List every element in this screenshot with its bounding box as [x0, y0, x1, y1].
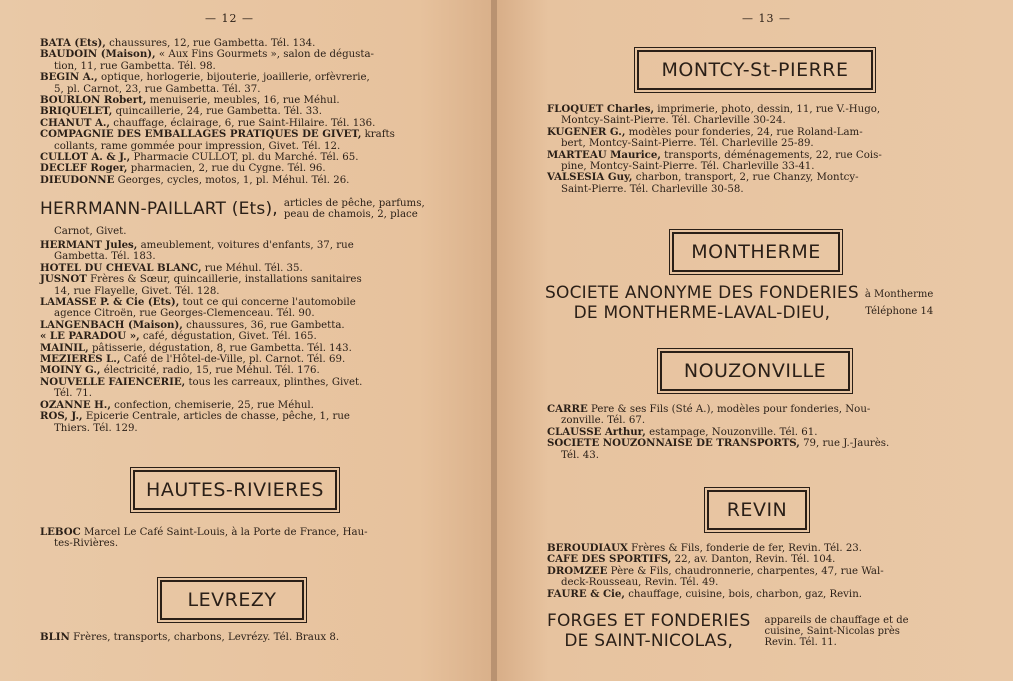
entry-continuation: 5, pl. Carnot, 23, rue Gambetta. Tél. 37. [54, 83, 261, 95]
entry-continuation: agence Citroën, rue Georges-Clemenceau. Tél. 90. [54, 308, 315, 320]
directory-entry [40, 49, 465, 72]
sa-fonderies-line2: DE MONTHERME-LAVAL-DIEU, [573, 303, 831, 323]
section-montcy-st-pierre: MONTCY-St-PIERRE [637, 50, 873, 90]
sa-fonderies-side [865, 289, 933, 317]
entry-text: Marcel Le Café Saint-Louis, à la Porte de France, Hau- [83, 527, 368, 538]
entry-name: DECLEF Roger, [40, 162, 128, 175]
entry-name: BRIQUELET, [40, 105, 113, 118]
entry-name: SOCIETE NOUZONNAISE DE TRANSPORTS, [547, 437, 800, 450]
section-levrezy: LEVREZY [160, 580, 304, 620]
entry-text: Père & Fils, chaudronnerie, charpentes, 47, rue Wal- [610, 565, 884, 577]
entry-name: BOURLON Robert, [40, 94, 147, 107]
entry-continuation: bert, Montcy-Saint-Pierre. Tél. Charleville 25-89. [561, 138, 814, 150]
directory-entry [40, 175, 465, 186]
directory-entry [547, 554, 972, 565]
directory-entry [40, 400, 465, 411]
entry-name: JUSNOT [40, 273, 87, 286]
directory-entry [40, 411, 465, 434]
entry-text: « Aux Fins Gourmets », salon de dégusta- [158, 49, 375, 61]
entry-name: « LE PARADOU », [40, 330, 140, 343]
entry-name: BAUDOIN (Maison), [40, 48, 156, 61]
directory-entry [547, 404, 972, 427]
entry-name: BLIN [40, 631, 70, 643]
entry-text: Frères & Sœur, quincaillerie, installations sanitaires [90, 274, 362, 286]
entry-text: confection, chemiserie, 25, rue Méhul. [114, 399, 314, 411]
forges-side2: cuisine, Saint-Nicolas près [764, 625, 900, 637]
section-nouzonville: NOUZONVILLE [660, 351, 850, 391]
directory-entry [547, 589, 972, 600]
entry-name: CARRE [547, 403, 588, 415]
entry-name: BEGIN A., [40, 71, 98, 84]
directory-entry [40, 297, 465, 320]
directory-entry [547, 127, 972, 150]
entry-name: BATA (Ets), [40, 37, 106, 49]
sa-fonderies-side2: Téléphone 14 [865, 306, 934, 317]
entry-forges-saint-nicolas [547, 611, 977, 651]
entry-text: chaussures, 12, rue Gambetta. Tél. 134. [109, 38, 316, 49]
entry-name: HOTEL DU CHEVAL BLANC, [40, 261, 202, 274]
entry-continuation: tes-Rivières. [54, 538, 119, 550]
entry-name: BEROUDIAUX [547, 542, 628, 554]
herrmann-cont: Carnot, Givet. [54, 226, 127, 237]
forges-side3: Revin. Tél. 11. [764, 636, 837, 648]
entry-name: NOUVELLE FAIENCERIE, [40, 375, 186, 388]
entry-text: Epicerie Centrale, articles de chasse, pêche, 1, rue [85, 411, 350, 423]
entry-continuation: Tél. 71. [54, 388, 92, 400]
entry-text: chauffage, cuisine, bois, charbon, gaz, Revin. [628, 588, 862, 600]
entry-sa-fonderies-montherme [545, 283, 975, 323]
entry-name: CLAUSSE Arthur, [547, 425, 646, 438]
directory-entry [40, 354, 465, 365]
left-page [0, 0, 493, 681]
entry-text: imprimerie, photo, dessin, 11, rue V.-Hugo, [657, 104, 881, 115]
right-page [497, 0, 1013, 681]
entry-continuation: collants, rame gommée pour impression, Givet. Tél. 12. [54, 140, 341, 152]
entry-continuation: 14, rue Flayelle, Givet. Tél. 128. [54, 285, 220, 297]
entry-text: krafts [364, 129, 395, 141]
forges-side1: appareils de chauffage et de [764, 614, 909, 626]
entry-name: HERMANT Jules, [40, 239, 138, 251]
entry-name: FAURE & Cie, [547, 587, 625, 600]
entry-continuation: tion, 11, rue Gambetta. Tél. 98. [54, 60, 216, 72]
section-hautes-rivieres: HAUTES-RIVIERES [133, 470, 337, 510]
entry-text: rue Méhul. Tél. 35. [204, 262, 303, 274]
page-number-right: — 13 — [742, 12, 791, 25]
entry-continuation: Gambetta. Tél. 183. [54, 251, 156, 263]
entry-text: menuiserie, meubles, 16, rue Méhul. [149, 95, 340, 107]
entry-text: pharmacien, 2, rue du Cygne. Tél. 96. [130, 163, 326, 175]
sa-fonderies-side1: à Montherme [864, 289, 934, 300]
forges-line1: FORGES ET FONDERIES [547, 611, 751, 631]
entry-name: LAMASSE P. & Cie (Ets), [40, 296, 180, 309]
entry-name: FLOQUET Charles, [547, 103, 655, 115]
entry-name: DROMZEE [547, 564, 608, 577]
entry-text: transports, déménagements, 22, rue Cois- [664, 149, 882, 161]
directory-entry [547, 150, 972, 173]
entry-text: estampage, Nouzonville. Tél. 61. [649, 426, 818, 438]
directory-entry [40, 527, 465, 550]
section-revin: REVIN [707, 490, 807, 530]
entry-herrmann-paillart [40, 198, 470, 221]
entries-revin [547, 543, 972, 600]
entry-continuation: zonville. Tél. 67. [561, 415, 646, 427]
entry-continuation: pine, Montcy-Saint-Pierre. Tél. Charleville 33-41. [561, 161, 815, 173]
entry-name: CULLOT A. & J., [40, 151, 131, 164]
directory-entry [40, 377, 465, 400]
entry-name: OZANNE H., [40, 398, 111, 411]
entry-text: chaussures, 36, rue Gambetta. [186, 319, 345, 331]
entry-continuation: Montcy-Saint-Pierre. Tél. Charleville 30-24. [561, 115, 786, 127]
entry-name: CHANUT A., [40, 116, 110, 129]
directory-entry [40, 274, 465, 297]
directory-entry [40, 129, 465, 152]
entry-text: optique, horlogerie, bijouterie, joaillerie, orfèvrerie, [100, 72, 370, 84]
entry-name: VALSESIA Guy, [547, 171, 633, 184]
sa-fonderies-line1: SOCIETE ANONYME DES FONDERIES [545, 283, 859, 303]
entry-name: KUGENER G., [547, 125, 626, 138]
entry-text: électricité, radio, 15, rue Méhul. Tél. 176. [103, 365, 320, 377]
entry-text: café, dégustation, Givet. Tél. 165. [142, 331, 317, 343]
entry-continuation: deck-Rousseau, Revin. Tél. 49. [561, 577, 719, 589]
entry-text: Pharmacie CULLOT, pl. du Marché. Tél. 65. [133, 152, 359, 164]
forges-line2: DE SAINT-NICOLAS, [564, 631, 734, 651]
entry-continuation: Saint-Pierre. Tél. Charleville 30-58. [561, 183, 744, 195]
entry-name: LANGENBACH (Maison), [40, 318, 183, 331]
entries-hautes-rivieres [40, 527, 465, 550]
forges-side [764, 615, 908, 648]
herrmann-name: HERRMANN-PAILLART (Ets), [40, 199, 278, 220]
entries-montcy [547, 104, 972, 195]
entry-name: MAINIL, [40, 341, 89, 354]
entry-name: ROS, J., [40, 410, 83, 423]
directory-entry [40, 240, 465, 263]
section-montherme: MONTHERME [672, 232, 840, 272]
entries-levrezy [40, 632, 465, 643]
entry-name: MOINY G., [40, 364, 101, 377]
entries-givet-mid [40, 240, 465, 434]
entry-text: 79, rue J.-Jaurès. [803, 438, 890, 450]
directory-entry [547, 438, 972, 461]
entry-name: LEBOC [40, 526, 81, 538]
entry-name: MARTEAU Maurice, [547, 148, 661, 161]
entry-text: chauffage, éclairage, 6, rue Saint-Hilaire. Tél. 136. [113, 117, 376, 129]
entry-text: quincaillerie, 24, rue Gambetta. Tél. 33. [115, 106, 322, 118]
entry-text: charbon, transport, 2, rue Chanzy, Montcy- [635, 172, 859, 184]
herrmann-line1: articles de pêche, parfums, [283, 198, 425, 209]
entry-text: Georges, cycles, motos, 1, pl. Méhul. Tél. 26. [117, 174, 350, 186]
entry-text: tout ce qui concerne l'automobile [182, 297, 356, 309]
directory-entry [40, 72, 465, 95]
entry-text: Frères, transports, charbons, Levrézy. Tél. Braux 8. [73, 632, 340, 643]
entry-continuation: Tél. 43. [561, 449, 599, 461]
entry-name: DIEUDONNE [40, 173, 115, 186]
entry-name: MEZIERES L., [40, 353, 121, 366]
entries-nouzonville [547, 404, 972, 461]
entry-text: modèles pour fonderies, 24, rue Roland-Lam- [628, 126, 863, 138]
herrmann-desc [284, 198, 425, 221]
entry-name: CAFE DES SPORTIFS, [547, 553, 672, 566]
directory-entry [40, 632, 465, 643]
entry-continuation: Thiers. Tél. 129. [54, 422, 138, 434]
herrmann-line2: peau de chamois, 2, place [283, 209, 418, 221]
entry-text: Pere & ses Fils (Sté A.), modèles pour fonderies, Nou- [590, 404, 871, 415]
directory-entry [40, 331, 465, 342]
directory-entry [547, 566, 972, 589]
directory-entry [547, 104, 972, 127]
directory-entry [40, 263, 465, 274]
entries-givet-top [40, 38, 465, 186]
entry-name: COMPAGNIE DES EMBALLAGES PRATIQUES DE GIVET, [40, 128, 362, 141]
entry-text: Café de l'Hôtel-de-Ville, pl. Carnot. Tél. 69. [123, 354, 346, 366]
entry-text: pâtisserie, dégustation, 8, rue Gambetta. Tél. 143. [91, 342, 352, 354]
directory-entry [547, 172, 972, 195]
entry-text: tous les carreaux, plinthes, Givet. [188, 376, 363, 388]
entry-text: 22, av. Danton, Revin. Tél. 104. [674, 554, 836, 566]
entry-text: Frères & Fils, fonderie de fer, Revin. Tél. 23. [631, 543, 863, 554]
entry-text: ameublement, voitures d'enfants, 37, rue [140, 240, 354, 251]
page-number-left: — 12 — [205, 12, 254, 25]
